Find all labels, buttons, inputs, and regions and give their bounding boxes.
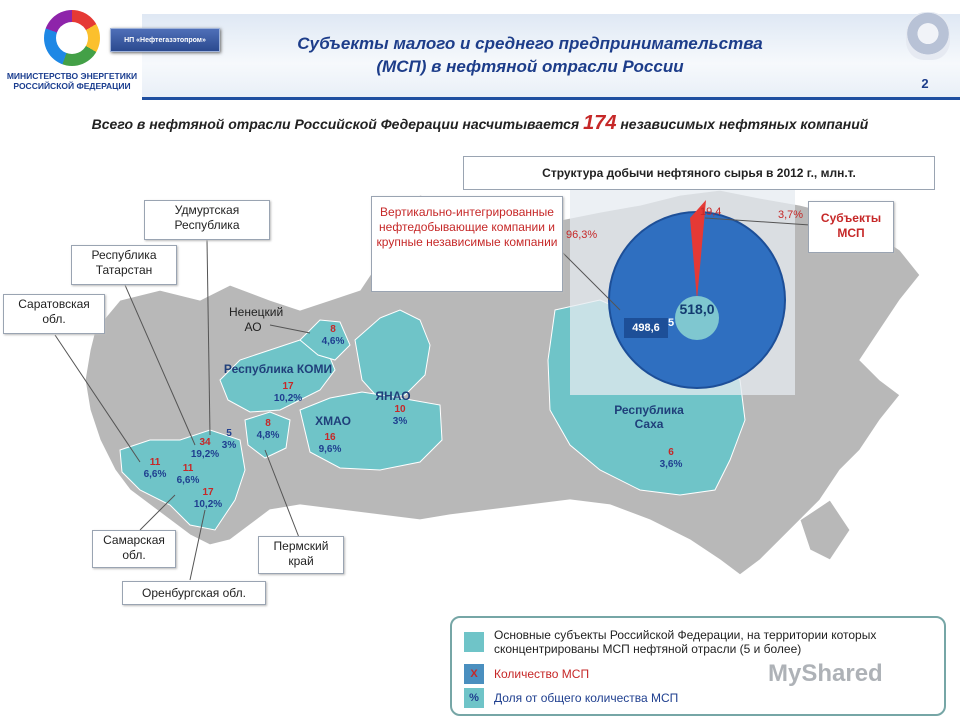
num-saratov: [138, 457, 172, 481]
legend-main-row: [464, 628, 934, 656]
callout-tatarstan: Республика Татарстан: [71, 245, 177, 285]
legend-highlight-swatch: [464, 632, 484, 652]
legend-pct-row: [464, 688, 678, 708]
region-yanao-label: ЯНАО: [375, 389, 411, 403]
num-perm-pct: 4,8%: [256, 430, 280, 441]
num-tatarstan-count: 34: [199, 437, 211, 448]
vertical-value: 498,6: [624, 318, 668, 338]
legend-count-swatch: Х: [464, 664, 484, 684]
region-komi-label: Республика КОМИ: [223, 362, 333, 376]
num-saratov-pct: 6,6%: [143, 469, 167, 480]
num-orenburg: [190, 487, 226, 511]
msp-value: 19,4: [700, 206, 722, 218]
num-sakha-count: 6: [668, 447, 674, 458]
num-udmurt-pct: 3%: [221, 440, 237, 451]
subtitle-after: независимых нефтяных компаний: [616, 116, 869, 132]
callout-saratov: Саратовская обл.: [3, 294, 105, 334]
num-orenburg-pct: 10,2%: [193, 499, 223, 510]
page-number: 2: [921, 76, 929, 91]
num-samara-pct: 6,6%: [176, 475, 200, 486]
pie-inner-small: 5: [668, 317, 675, 329]
callout-samara: Самарская обл.: [92, 530, 176, 568]
num-komi: [268, 381, 308, 405]
legend-count-text: Количество МСП: [494, 667, 590, 681]
vertical-pct: 96,3%: [566, 229, 598, 241]
num-nenets: [315, 324, 351, 348]
num-sakha-pct: 3,6%: [659, 459, 683, 470]
coat-of-arms-icon: [906, 12, 950, 60]
num-saratov-count: 11: [149, 457, 161, 468]
num-komi-count: 17: [282, 381, 294, 392]
num-yanao: [385, 404, 415, 428]
num-samara-count: 11: [182, 463, 194, 474]
num-komi-pct: 10,2%: [273, 393, 303, 404]
page-title: [250, 32, 810, 78]
ministry-logo-icon: [44, 10, 100, 66]
structure-title: Структура добычи нефтяного сырья в 2012 г., млн.т.: [463, 156, 935, 190]
callout-orenburg: Оренбургская обл.: [122, 581, 266, 605]
msp-pct: 3,7%: [778, 209, 804, 221]
legend-main-text: Основные субъекты Российской Федерации, на территории которых сконцентрированы МСП нефтяной отрасли (5 и более): [494, 628, 877, 656]
num-yanao-count: 10: [394, 404, 406, 415]
num-udmurt-count: 5: [226, 428, 232, 439]
num-hmao: [312, 432, 348, 456]
title-line-1: Субъекты малого и среднего предпринимательства: [297, 34, 763, 53]
num-sakha: [656, 447, 686, 471]
num-perm: [250, 418, 286, 442]
num-hmao-count: 16: [324, 432, 336, 443]
title-line-2: (МСП) в нефтяной отрасли России: [376, 57, 684, 76]
num-perm-count: 8: [265, 418, 271, 429]
region-hmao-shape: [300, 392, 442, 470]
num-nenets-pct: 4,6%: [321, 336, 345, 347]
callout-nenets: Ненецкий АО: [229, 305, 284, 334]
watermark: MyShared: [768, 660, 883, 687]
region-hmao-label: ХМАО: [315, 414, 351, 428]
num-tatarstan-pct: 19,2%: [190, 449, 220, 460]
num-nenets-count: 8: [330, 324, 336, 335]
callout-udmurt: Удмуртская Республика: [144, 200, 270, 240]
num-yanao-pct: 3%: [392, 416, 408, 427]
ministry-name: МИНИСТЕРСТВО ЭНЕРГЕТИКИ РОССИЙСКОЙ ФЕДЕРАЦИИ: [6, 71, 138, 91]
legend-pct-swatch: %: [464, 688, 484, 708]
subtitle-count: 174: [583, 112, 617, 134]
num-orenburg-count: 17: [202, 487, 214, 498]
pie-total: 518,0: [679, 301, 715, 317]
callout-perm: Пермский край: [258, 536, 344, 574]
num-tatarstan: [186, 437, 224, 461]
num-hmao-pct: 9,6%: [318, 444, 342, 455]
header: [0, 0, 960, 102]
callout-vertical: Вертикально-интегрированные нефтедобывающие компании и крупные независимые компании: [371, 196, 563, 292]
legend-count-row: [464, 664, 589, 684]
legend-pct-text: Доля от общего количества МСП: [494, 691, 679, 705]
subtitle-before: Всего в нефтяной отрасли Российской Федерации насчитывается: [91, 116, 584, 132]
subtitle: [0, 112, 960, 135]
np-badge: НП «Нефтегазэтопром»: [110, 28, 220, 52]
callout-msp: Субъекты МСП: [808, 201, 894, 253]
num-samara: [172, 463, 204, 487]
region-sakha-label: Республика Саха: [614, 403, 684, 431]
